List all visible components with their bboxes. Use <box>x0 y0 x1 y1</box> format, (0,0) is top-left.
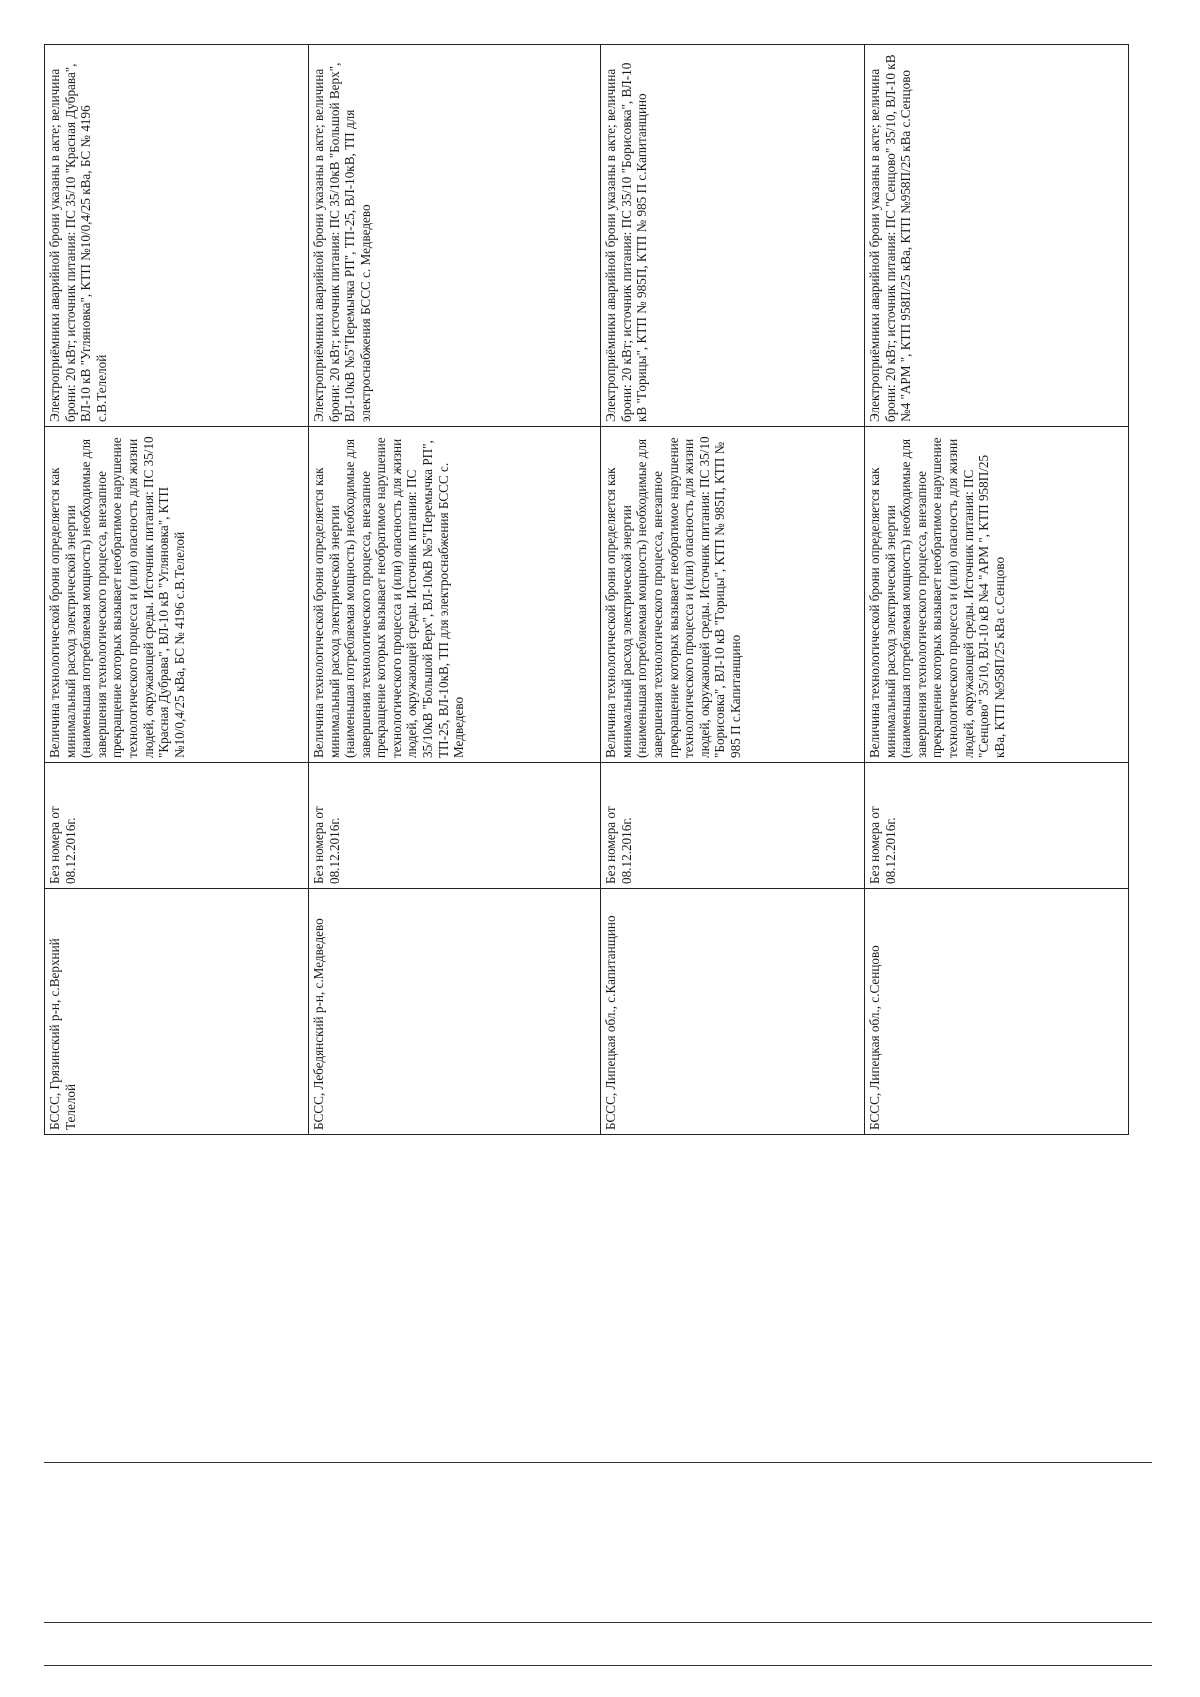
location-cell: БССС, Липецкая обл., с.Сенцово <box>865 889 1129 1135</box>
emergency-reserve-cell: Электроприёмники аварийной брони указаны в акте; величина брони: 20 кВт; источник питания: ПС 35/10 "Красная Дубрава", ВЛ-10 кВ "Угляновка", КТП №10/0,4/25 кВа, БС № 4196 с.В.Телелой <box>45 45 309 427</box>
document-cell: Без номера от 08.12.2016г. <box>45 763 309 889</box>
tech-reserve-cell: Величина технологической брони определяется как минимальный расход электрической энергии (наименьшая потребляемая мощность) необходимые для завершения технологического процесса, внезапное прекращение которых вызывает необратимое нарушение технологического процесса и (или) опасность для жизни людей, окружающей среды. Источник питания: ПС 35/10 "Борисовка", ВЛ-10 кВ "Горицы", КТП № 985П, КТП № 985 П с.Капитанщино <box>601 427 865 763</box>
location-cell: БССС, Лебедянский р-н, с.Медведево <box>308 889 600 1135</box>
table-row <box>308 45 600 1135</box>
tech-reserve-cell: Величина технологической брони определяется как минимальный расход электрической энергии (наименьшая потребляемая мощность) необходимые для завершения технологического процесса, внезапное прекращение которых вызывает необратимое нарушение технологического процесса и (или) опасность для жизни людей, окружающей среды. Источник питания: ПС 35/10кВ "Большой Верх", ВЛ-10кВ №5"Перемычка РП", ТП-25, ВЛ-10кВ, ТП для электроснабжения БССС с. Медведево <box>308 427 600 763</box>
power-reserve-table <box>44 44 1129 1135</box>
document-cell: Без номера от 08.12.2016г. <box>601 763 865 889</box>
emergency-reserve-cell: Электроприёмники аварийной брони указаны в акте; величина брони: 20 кВт; источник питания: ПС "Сенцово" 35/10, ВЛ-10 кВ №4 "АРМ ", КТП 958П/25 кВа, КТП №958П/25 кВа с.Сенцово <box>865 45 1129 427</box>
location-cell: БССС, Грязинский р-н, с.Верхний Телелой <box>45 889 309 1135</box>
location-cell: БССС, Липецкая обл., с.Капитанщино <box>601 889 865 1135</box>
divider-line <box>44 1622 1152 1623</box>
tech-reserve-cell: Величина технологической брони определяется как минимальный расход электрической энергии (наименьшая потребляемая мощность) необходимые для завершения технологического процесса, внезапное прекращение которых вызывает необратимое нарушение технологического процесса и (или) опасность для жизни людей, окружающей среды. Источник питания: ПС "Сенцово" 35/10, ВЛ-10 кВ №4 "АРМ ", КТП 958П/25 кВа, КТП №958П/25 кВа с.Сенцово <box>865 427 1129 763</box>
divider-line <box>44 1462 1152 1463</box>
document-cell: Без номера от 08.12.2016г. <box>308 763 600 889</box>
table-row <box>601 45 865 1135</box>
table-row <box>865 45 1129 1135</box>
emergency-reserve-cell: Электроприёмники аварийной брони указаны в акте; величина брони: 20 кВт; источник питания: ПС 35/10кВ "Большой Верх", ВЛ-10кВ №5"Перемычка РП", ТП-25, ВЛ-10кВ, ТП для электроснабжения БССС с. Медведево <box>308 45 600 427</box>
divider-line <box>44 1665 1152 1666</box>
rotated-table-container <box>44 45 1129 1135</box>
table-row <box>45 45 309 1135</box>
document-cell: Без номера от 08.12.2016г. <box>865 763 1129 889</box>
emergency-reserve-cell: Электроприёмники аварийной брони указаны в акте; величина брони: 20 кВт; источник питания: ПС 35/10 "Борисовка", ВЛ-10 кВ "Горицы", КТП № 985П, КТП № 985 П с.Капитанщино <box>601 45 865 427</box>
tech-reserve-cell: Величина технологической брони определяется как минимальный расход электрической энергии (наименьшая потребляемая мощность) необходимые для завершения технологического процесса, внезапное прекращение которых вызывает необратимое нарушение технологического процесса и (или) опасность для жизни людей, окружающей среды. Источник питания: ПС 35/10 "Красная Дубрава", ВЛ-10 кВ "Угляновка", КТП №10/0,4/25 кВа, БС № 4196 с.В.Телелой <box>45 427 309 763</box>
